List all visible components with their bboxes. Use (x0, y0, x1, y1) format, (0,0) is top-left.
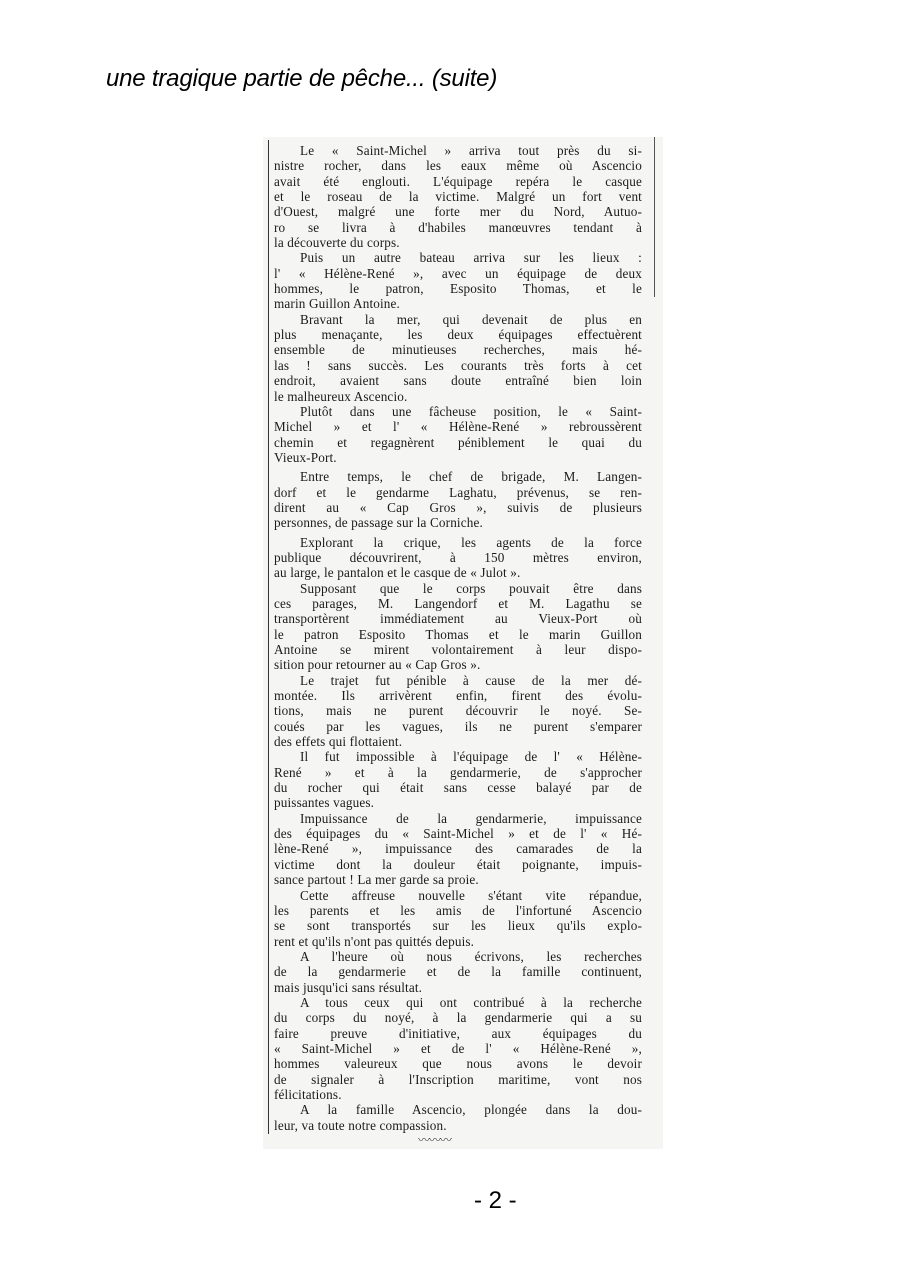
article-line: du corps du noyé, à la gendarmerie qui a su (274, 1010, 642, 1026)
article-line: Puis un autre bateau arriva sur les lieux : (300, 250, 642, 266)
page-heading: une tragique partie de pêche... (suite) (106, 65, 498, 92)
article-line: lène-René », impuissance des camarades de la (274, 841, 642, 857)
article-line: nistre rocher, dans les eaux même où Ascencio (274, 158, 642, 174)
article-line: faire preuve d'initiative, aux équipages du (274, 1025, 642, 1041)
article-line: Michel » et l' « Hélène-René » rebroussèrent (274, 419, 642, 435)
article-line: coués par les vagues, ils ne purent s'emparer (274, 718, 642, 734)
article-line: Entre temps, le chef de brigade, M. Langen- (300, 469, 642, 485)
article-line: au large, le pantalon et le casque de « Julot ». (274, 565, 521, 581)
article-line: d'Ouest, malgré une forte mer du Nord, Autuo- (274, 204, 642, 220)
article-line: se sont transportés sur les lieux qu'ils explo- (274, 918, 642, 934)
article-line: ro se livra à d'habiles manœuvres tendant à (274, 219, 642, 235)
article-line: transportèrent immédiatement au Vieux-Port où (274, 611, 642, 627)
article-line: montée. Ils arrivèrent enfin, firent des évolu- (274, 688, 642, 704)
article-line: ces parages, M. Langendorf et M. Lagathu se (274, 595, 642, 611)
article-line: du rocher qui était sans cesse balayé par de (274, 780, 642, 796)
article-line: de signaler à l'Inscription maritime, vont nos (274, 1071, 642, 1087)
article-line: hommes, le patron, Esposito Thomas, et le (274, 281, 642, 297)
end-ornament: 〰〰〰 (418, 1133, 452, 1147)
article-line: de la gendarmerie et de la famille continuent, (274, 964, 642, 980)
article-line: René » et à la gendarmerie, de s'approcher (274, 764, 642, 780)
article-line: des équipages du « Saint-Michel » et de l' « Hé- (274, 826, 642, 842)
article-line: mais jusqu'ici sans résultat. (274, 979, 423, 995)
article-line: las ! sans succès. Les courants très forts à cet (274, 357, 642, 373)
article-line: Explorant la crique, les agents de la force (300, 534, 642, 550)
article-line: ensemble de minutieuses recherches, mais hé- (274, 342, 642, 358)
article-line: Plutôt dans une fâcheuse position, le « Saint- (300, 403, 642, 419)
article-line: le patron Esposito Thomas et le marin Guillon (274, 626, 642, 642)
article-line: victime dont la douleur était poignante, impuis- (274, 856, 642, 872)
article-line: des effets qui flottaient. (274, 734, 403, 750)
article-line: A l'heure où nous écrivons, les recherches (300, 948, 642, 964)
article-line: personnes, de passage sur la Corniche. (274, 515, 483, 531)
article-line: endroit, avaient sans doute entraîné bien loin (274, 373, 642, 389)
article-line: dorf et le gendarme Laghatu, prévenus, se ren- (274, 484, 642, 500)
article-line: sition pour retourner au « Cap Gros ». (274, 657, 481, 673)
article-line: Il fut impossible à l'équipage de l' « Hélène- (300, 749, 642, 765)
article-line: les parents et les amis de l'infortuné Ascencio (274, 902, 642, 918)
article-line: Cette affreuse nouvelle s'étant vite répandue, (300, 887, 642, 903)
article-line: leur, va toute notre compassion. (274, 1117, 447, 1133)
article-line: rent et qu'ils n'ont pas quittés depuis. (274, 933, 475, 949)
article-line: Le trajet fut pénible à cause de la mer dé- (300, 672, 642, 688)
article-line: l' « Hélène-René », avec un équipage de deux (274, 265, 642, 281)
article-line: tions, mais ne purent découvrir le noyé. Se- (274, 703, 642, 719)
article-line: Vieux-Port. (274, 449, 337, 465)
article-line: chemin et regagnèrent péniblement le quai du (274, 434, 642, 450)
article-line: sance partout ! La mer garde sa proie. (274, 872, 479, 888)
article-text (274, 143, 642, 1133)
article-line: Impuissance de la gendarmerie, impuissance (300, 810, 642, 826)
article-line: la découverte du corps. (274, 235, 400, 251)
article-line: dirent au « Cap Gros », suivis de plusieurs (274, 499, 642, 515)
article-line: Le « Saint-Michel » arriva tout près du si- (300, 143, 642, 158)
article-line: puissantes vagues. (274, 795, 375, 811)
article-line: Antoine se mirent volontairement à leur dispo- (274, 642, 642, 657)
article-line: avait été englouti. L'équipage repéra le casque (274, 173, 642, 189)
article-line: félicitations. (274, 1086, 342, 1102)
article-line: plus menaçante, les deux équipages effectuèrent (274, 327, 642, 343)
article-line: et le roseau de la victime. Malgré un fort vent (274, 189, 642, 205)
article-line: marin Guillon Antoine. (274, 296, 401, 312)
column-rule-right (654, 137, 655, 297)
article-line: « Saint-Michel » et de l' « Hélène-René », (274, 1040, 642, 1056)
article-line: le malheureux Ascencio. (274, 388, 408, 404)
article-line: A tous ceux qui ont contribué à la recherche (300, 994, 642, 1010)
article-line: hommes valeureux que nous avons le devoir (274, 1056, 642, 1072)
article-line: Bravant la mer, qui devenait de plus en (300, 311, 642, 327)
article-line: publique découvrirent, à 150 mètres environ, (274, 549, 642, 565)
article-line: Supposant que le corps pouvait être dans (300, 580, 642, 596)
column-rule-left (268, 140, 269, 1134)
page-number: - 2 - (474, 1187, 517, 1214)
article-line: A la famille Ascencio, plongée dans la dou- (300, 1102, 642, 1118)
